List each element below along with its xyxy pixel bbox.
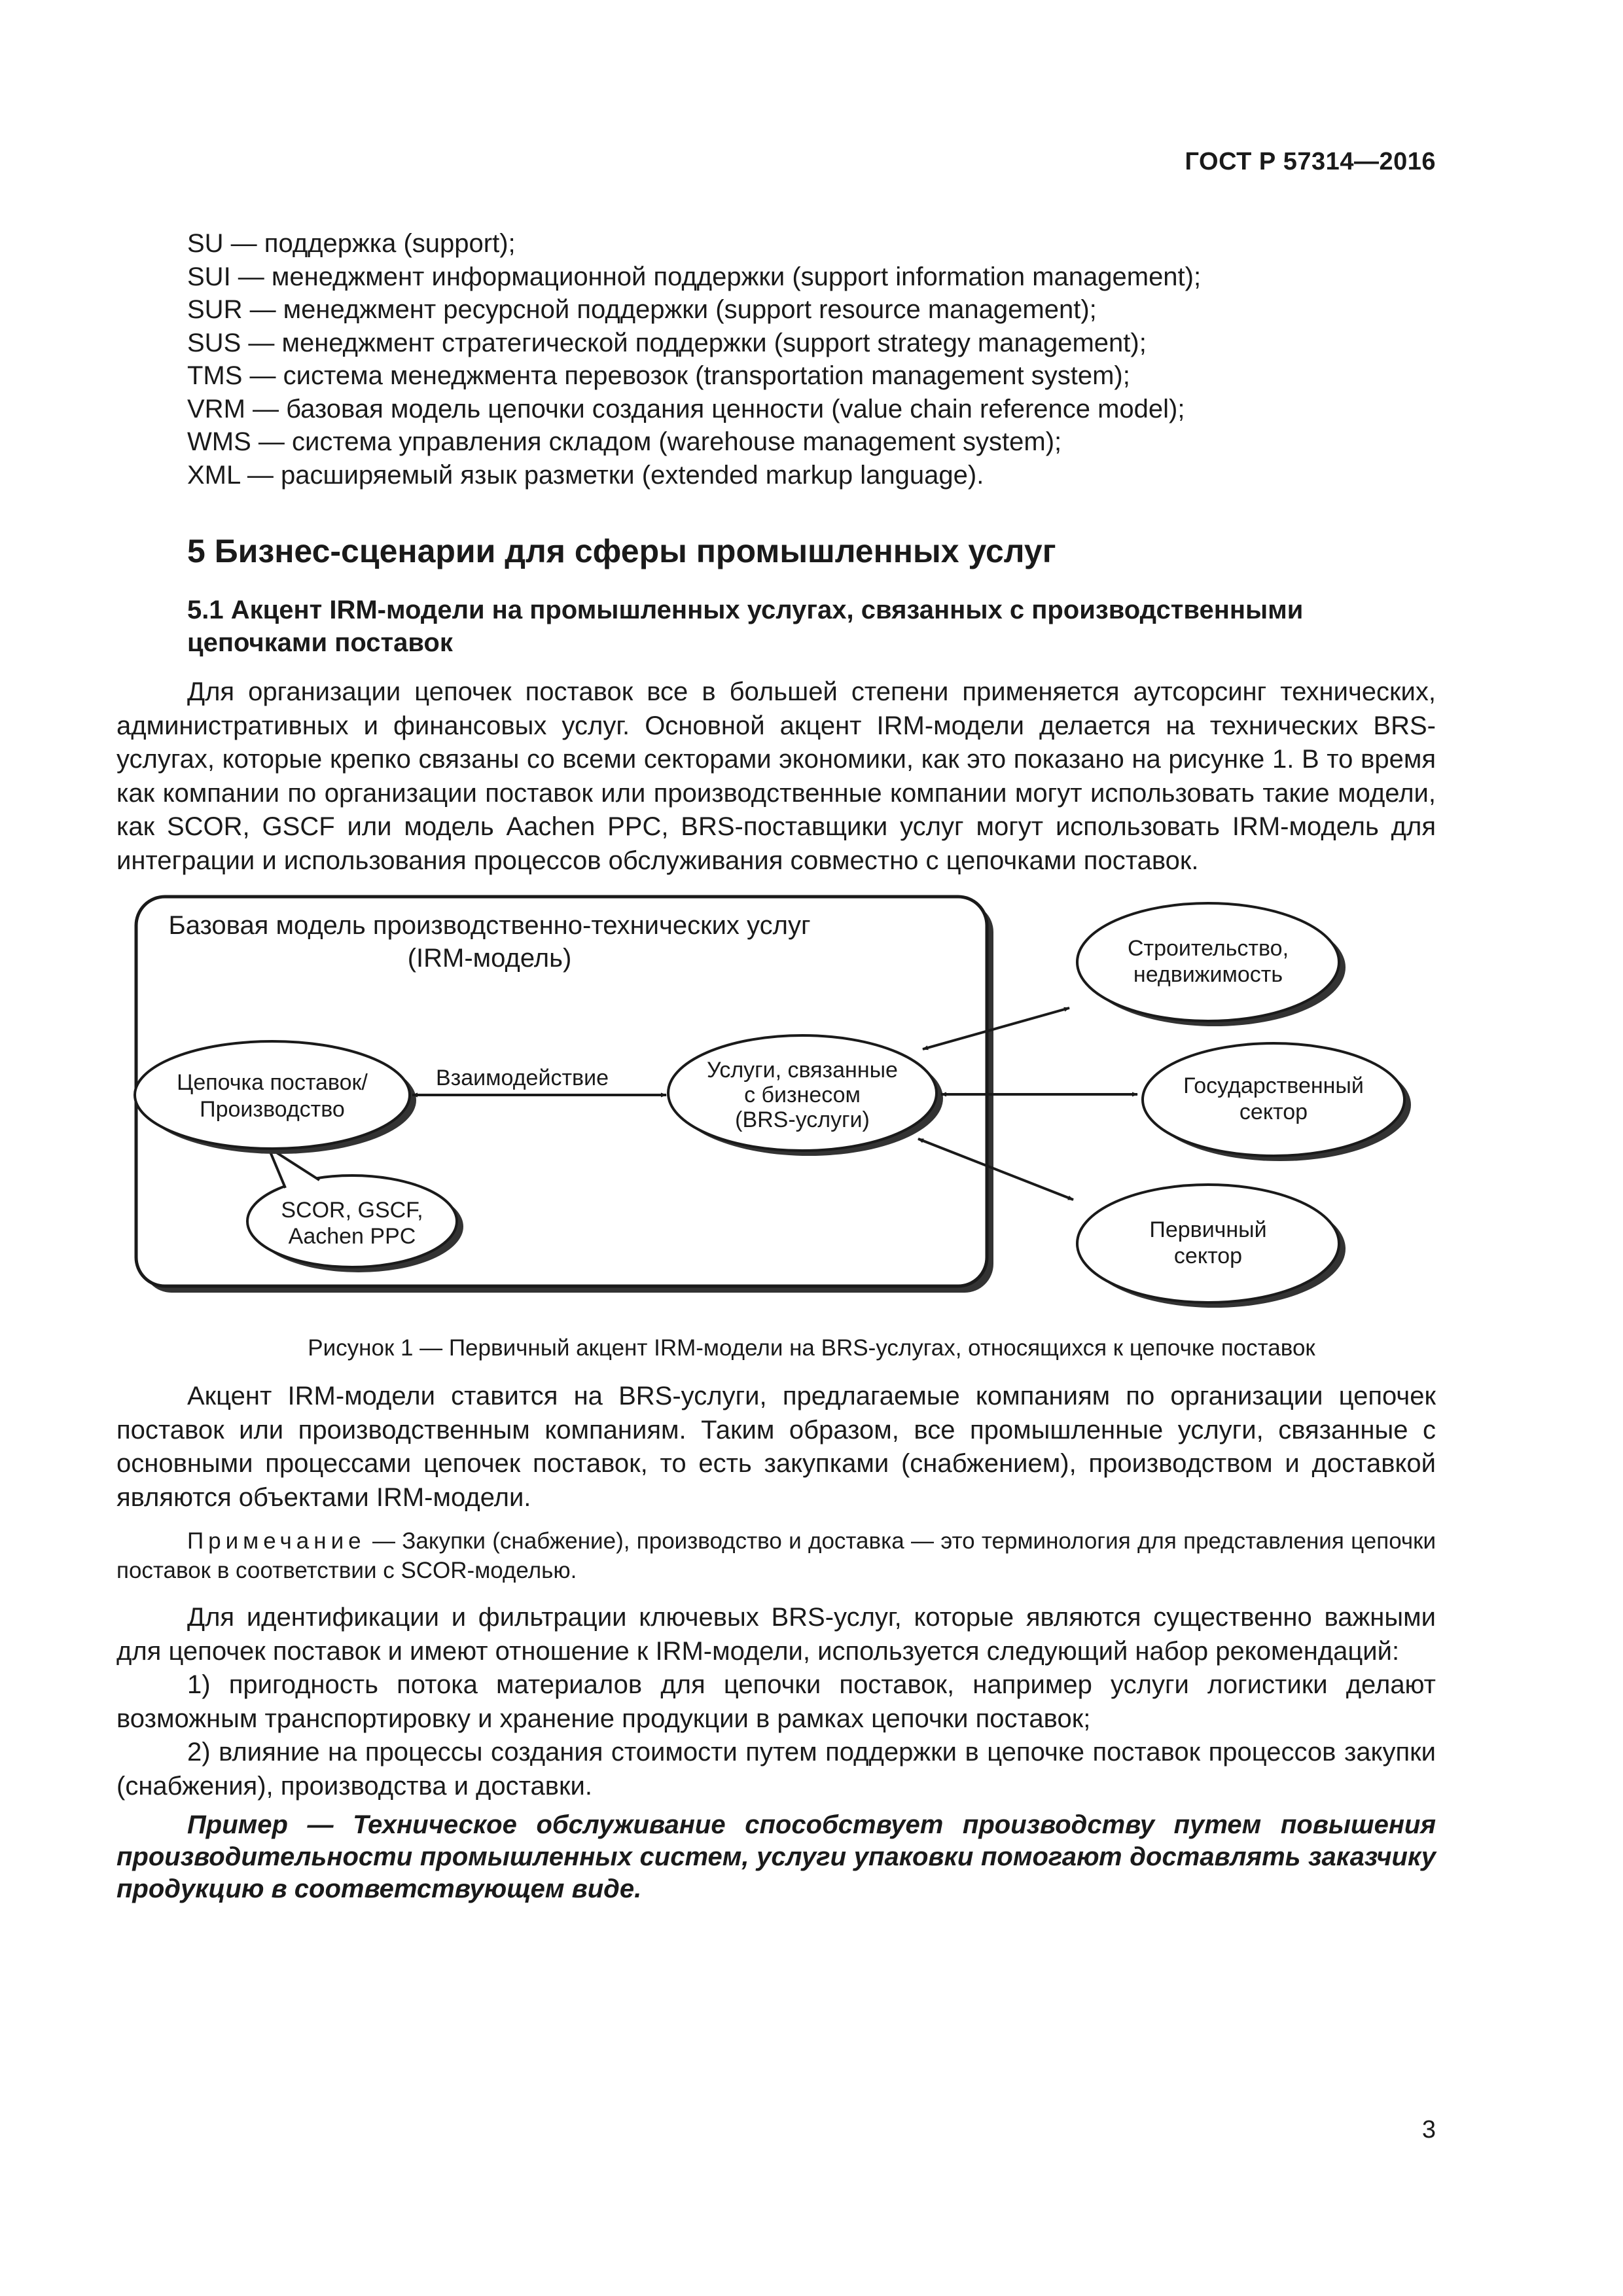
abbreviation-item: TMS — система менеджмента перевозок (transportation management system);	[187, 361, 1130, 390]
example-text: Пример — Техническое обслуживание способствует производству путем повышения производительности промышленных систем, услуги упаковки помогают доставлять заказчику продукцию в соответствующем виде.	[116, 1810, 1436, 1903]
abbreviation-item: SUS — менеджмент стратегической поддержки (support strategy management);	[187, 328, 1147, 357]
primary-line2: сектор	[1173, 1244, 1243, 1268]
document-header: ГОСТ Р 57314—2016	[1185, 148, 1436, 175]
figure-caption: Рисунок 1 — Первичный акцент IRM-модели на BRS-услугах, относящихся к цепочке поставок	[308, 1335, 1315, 1361]
construction-line1: Строительство,	[1127, 936, 1289, 961]
section-title: 5 Бизнес-сценарии для сферы промышленных услуг	[187, 533, 1056, 569]
tail-mask	[288, 1181, 318, 1191]
state-line1: Государственный	[1183, 1073, 1364, 1098]
supply-chain-line1: Цепочка поставок/	[177, 1070, 368, 1095]
list-item: 1) пригодность потока материалов для цепочки поставок, например услуги логистики делают возможным транспортировку и хранение продукции в рамках цепочки поставок;	[116, 1670, 1436, 1733]
supply-chain-line2: Производство	[200, 1097, 345, 1122]
scor-label-line1: SCOR, GSCF,	[281, 1198, 423, 1223]
abbreviation-list	[187, 227, 1437, 492]
brs-line2: с бизнесом	[744, 1083, 861, 1107]
abbreviation-item: XML — расширяемый язык разметки (extended markup language).	[187, 460, 984, 490]
page-number: 3	[1421, 2116, 1436, 2144]
abbreviation-item: SUR — менеджмент ресурсной поддержки (support resource management);	[187, 295, 1097, 324]
paragraph: Акцент IRM-модели ставится на BRS-услуги, предлагаемые компаниям по организации цепочек поставок или производственным компаниям. Таким образом, все промышленные услуги, связанные с основными процессами цепочек поставок, то есть закупками (снабжением), производством и доставкой являются объектами IRM-модели.	[116, 1382, 1436, 1512]
abbreviation-item: SU — поддержка (support);	[187, 229, 516, 258]
state-line2: сектор	[1239, 1100, 1308, 1124]
brs-line1: Услуги, связанные	[707, 1058, 898, 1083]
note-text: — Закупки (снабжение), производство и доставка — это терминология для представления цепочки поставок в соответствии с SCOR-моделью.	[116, 1528, 1436, 1583]
paragraph: Для организации цепочек поставок все в большей степени применяется аутсорсинг технических, административных и финансовых услуг. Основной акцент IRM-модели делается на технических BRS-услугах, которые крепко связаны со всеми секторами экономики, как это показано на рисунке 1. В то время как компании по организации поставок или производственные компании могут использовать такие модели, как SCOR, GSCF или модель Aachen PPC, BRS-поставщики услуг могут использовать IRM-модель для интеграции и использования процессов обслуживания совместно с цепочками поставок.	[116, 677, 1436, 875]
abbreviation-item: VRM — базовая модель цепочки создания ценности (value chain reference model);	[187, 394, 1185, 423]
note	[116, 1526, 1436, 1585]
supply-chain-ellipse	[135, 1041, 410, 1149]
list-item: 2) влияние на процессы создания стоимости путем поддержки в цепочке поставок процессов закупки (снабжения), производства и доставки.	[116, 1738, 1436, 1801]
brs-line3: (BRS-услуги)	[735, 1107, 870, 1132]
interaction-label: Взаимодействие	[436, 1066, 609, 1090]
abbreviation-item: SUI — менеджмент информационной поддержки (support information management);	[187, 262, 1202, 291]
box-title-line1: Базовая модель производственно-технических услуг	[168, 911, 811, 940]
abbreviation-item: WMS — система управления складом (warehouse management system);	[187, 427, 1062, 456]
box-title-line2: (IRM-модель)	[407, 944, 572, 973]
paragraph: Для идентификации и фильтрации ключевых BRS-услуг, которые являются существенно важными для цепочек поставок и имеют отношение к IRM-модели, используется следующий набор рекомендаций:	[116, 1603, 1436, 1666]
primary-line1: Первичный	[1149, 1217, 1267, 1242]
subsection-title: 5.1 Акцент IRM-модели на промышленных услугах, связанных с производственными цепочками поставок	[187, 596, 1304, 657]
scor-label-line2: Aachen PPC	[288, 1224, 416, 1249]
note-label: Примечание	[187, 1528, 366, 1554]
construction-line2: недвижимость	[1133, 962, 1283, 987]
figure-diagram	[116, 890, 1364, 1322]
